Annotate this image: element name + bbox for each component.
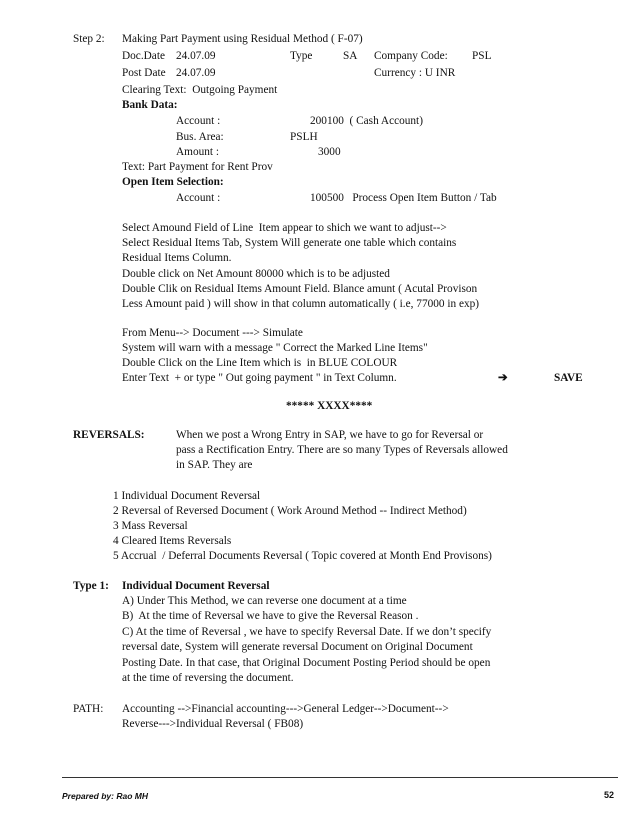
save-label: SAVE <box>554 372 583 384</box>
reversals-intro-line: pass a Rectification Entry. There are so many Types of Reversals allowed <box>176 444 508 456</box>
separator: ***** XXXX**** <box>286 400 373 412</box>
instruction-line: Select Residual Items Tab, System Will generate one table which contains <box>122 237 457 249</box>
amount-value: 3000 <box>318 146 341 158</box>
reversal-type-item: 3 Mass Reversal <box>113 520 188 532</box>
type1-line: at the time of reversing the document. <box>122 672 294 684</box>
bus-area-label: Bus. Area: <box>176 131 224 143</box>
reversal-type-item: 2 Reversal of Reversed Document ( Work Around Method -- Indirect Method) <box>113 505 467 517</box>
clearing-text: Clearing Text: Outgoing Payment <box>122 84 278 96</box>
account-value: 200100 ( Cash Account) <box>310 115 423 127</box>
company-code-value: PSL <box>472 50 492 62</box>
bank-data-heading: Bank Data: <box>122 99 178 111</box>
doc-date-value: 24.07.09 <box>176 50 216 62</box>
amount-label: Amount : <box>176 146 219 158</box>
footer-rule <box>62 777 618 778</box>
open-account-label: Account : <box>176 192 221 204</box>
account-label: Account : <box>176 115 221 127</box>
path-label: PATH: <box>73 703 104 715</box>
doc-date-label: Doc.Date <box>122 50 165 62</box>
type1-line: Posting Date. In that case, that Original Document Posting Period should be open <box>122 657 491 669</box>
enter-text-line: Enter Text + or type " Out going payment " in Text Column. <box>122 372 397 384</box>
step2-label: Step 2: <box>73 33 105 45</box>
type1-line: reversal date, System will generate reversal Document on Original Document <box>122 641 473 653</box>
instruction-line: From Menu--> Document ---> Simulate <box>122 327 303 339</box>
reversals-label: REVERSALS: <box>73 429 145 441</box>
reversal-type-item: 1 Individual Document Reversal <box>113 490 261 502</box>
type-label: Type <box>290 50 313 62</box>
company-code-label: Company Code: <box>374 50 448 62</box>
arrow-icon: ➔ <box>498 372 508 384</box>
open-item-heading: Open Item Selection: <box>122 176 224 188</box>
type1-line: C) At the time of Reversal , we have to specify Reversal Date. If we don’t specify <box>122 626 492 638</box>
instruction-line: Residual Items Column. <box>122 252 232 264</box>
currency: Currency : U INR <box>374 67 456 79</box>
reversals-intro-line: When we post a Wrong Entry in SAP, we have to go for Reversal or <box>176 429 484 441</box>
instruction-line: Less Amount paid ) will show in that column automatically ( i.e, 77000 in exp) <box>122 298 480 310</box>
path-line: Accounting -->Financial accounting--->General Ledger-->Document--> <box>122 703 449 715</box>
type1-line: B) At the time of Reversal we have to give the Reversal Reason . <box>122 610 419 622</box>
type1-line: A) Under This Method, we can reverse one document at a time <box>122 595 407 607</box>
reversal-type-item: 4 Cleared Items Reversals <box>113 535 232 547</box>
prepared-by: Prepared by: Rao MH <box>62 791 148 801</box>
type1-label: Type 1: <box>73 580 109 592</box>
reversal-type-item: 5 Accrual / Deferral Documents Reversal ( Topic covered at Month End Provisons) <box>113 550 492 562</box>
instruction-line: System will warn with a message " Correct the Marked Line Items" <box>122 342 428 354</box>
step2-title: Making Part Payment using Residual Method ( F-07) <box>122 33 363 45</box>
instruction-line: Double Clik on Residual Items Amount Field. Blance amunt ( Acutal Provison <box>122 283 478 295</box>
instruction-line: Double Click on the Line Item which is in BLUE COLOUR <box>122 357 398 369</box>
open-account-value: 100500 Process Open Item Button / Tab <box>310 192 497 204</box>
page-number: 52 <box>604 790 615 800</box>
bus-area-value: PSLH <box>290 131 318 143</box>
text-line: Text: Part Payment for Rent Prov <box>122 161 273 173</box>
type-value: SA <box>343 50 358 62</box>
instruction-line: Double click on Net Amount 80000 which is to be adjusted <box>122 268 390 280</box>
path-line: Reverse--->Individual Reversal ( FB08) <box>122 718 304 730</box>
type1-title: Individual Document Reversal <box>122 580 270 592</box>
post-date-value: 24.07.09 <box>176 67 216 79</box>
instruction-line: Select Amound Field of Line Item appear to shich we want to adjust--> <box>122 222 447 234</box>
post-date-label: Post Date <box>122 67 166 79</box>
reversals-intro-line: in SAP. They are <box>176 459 253 471</box>
